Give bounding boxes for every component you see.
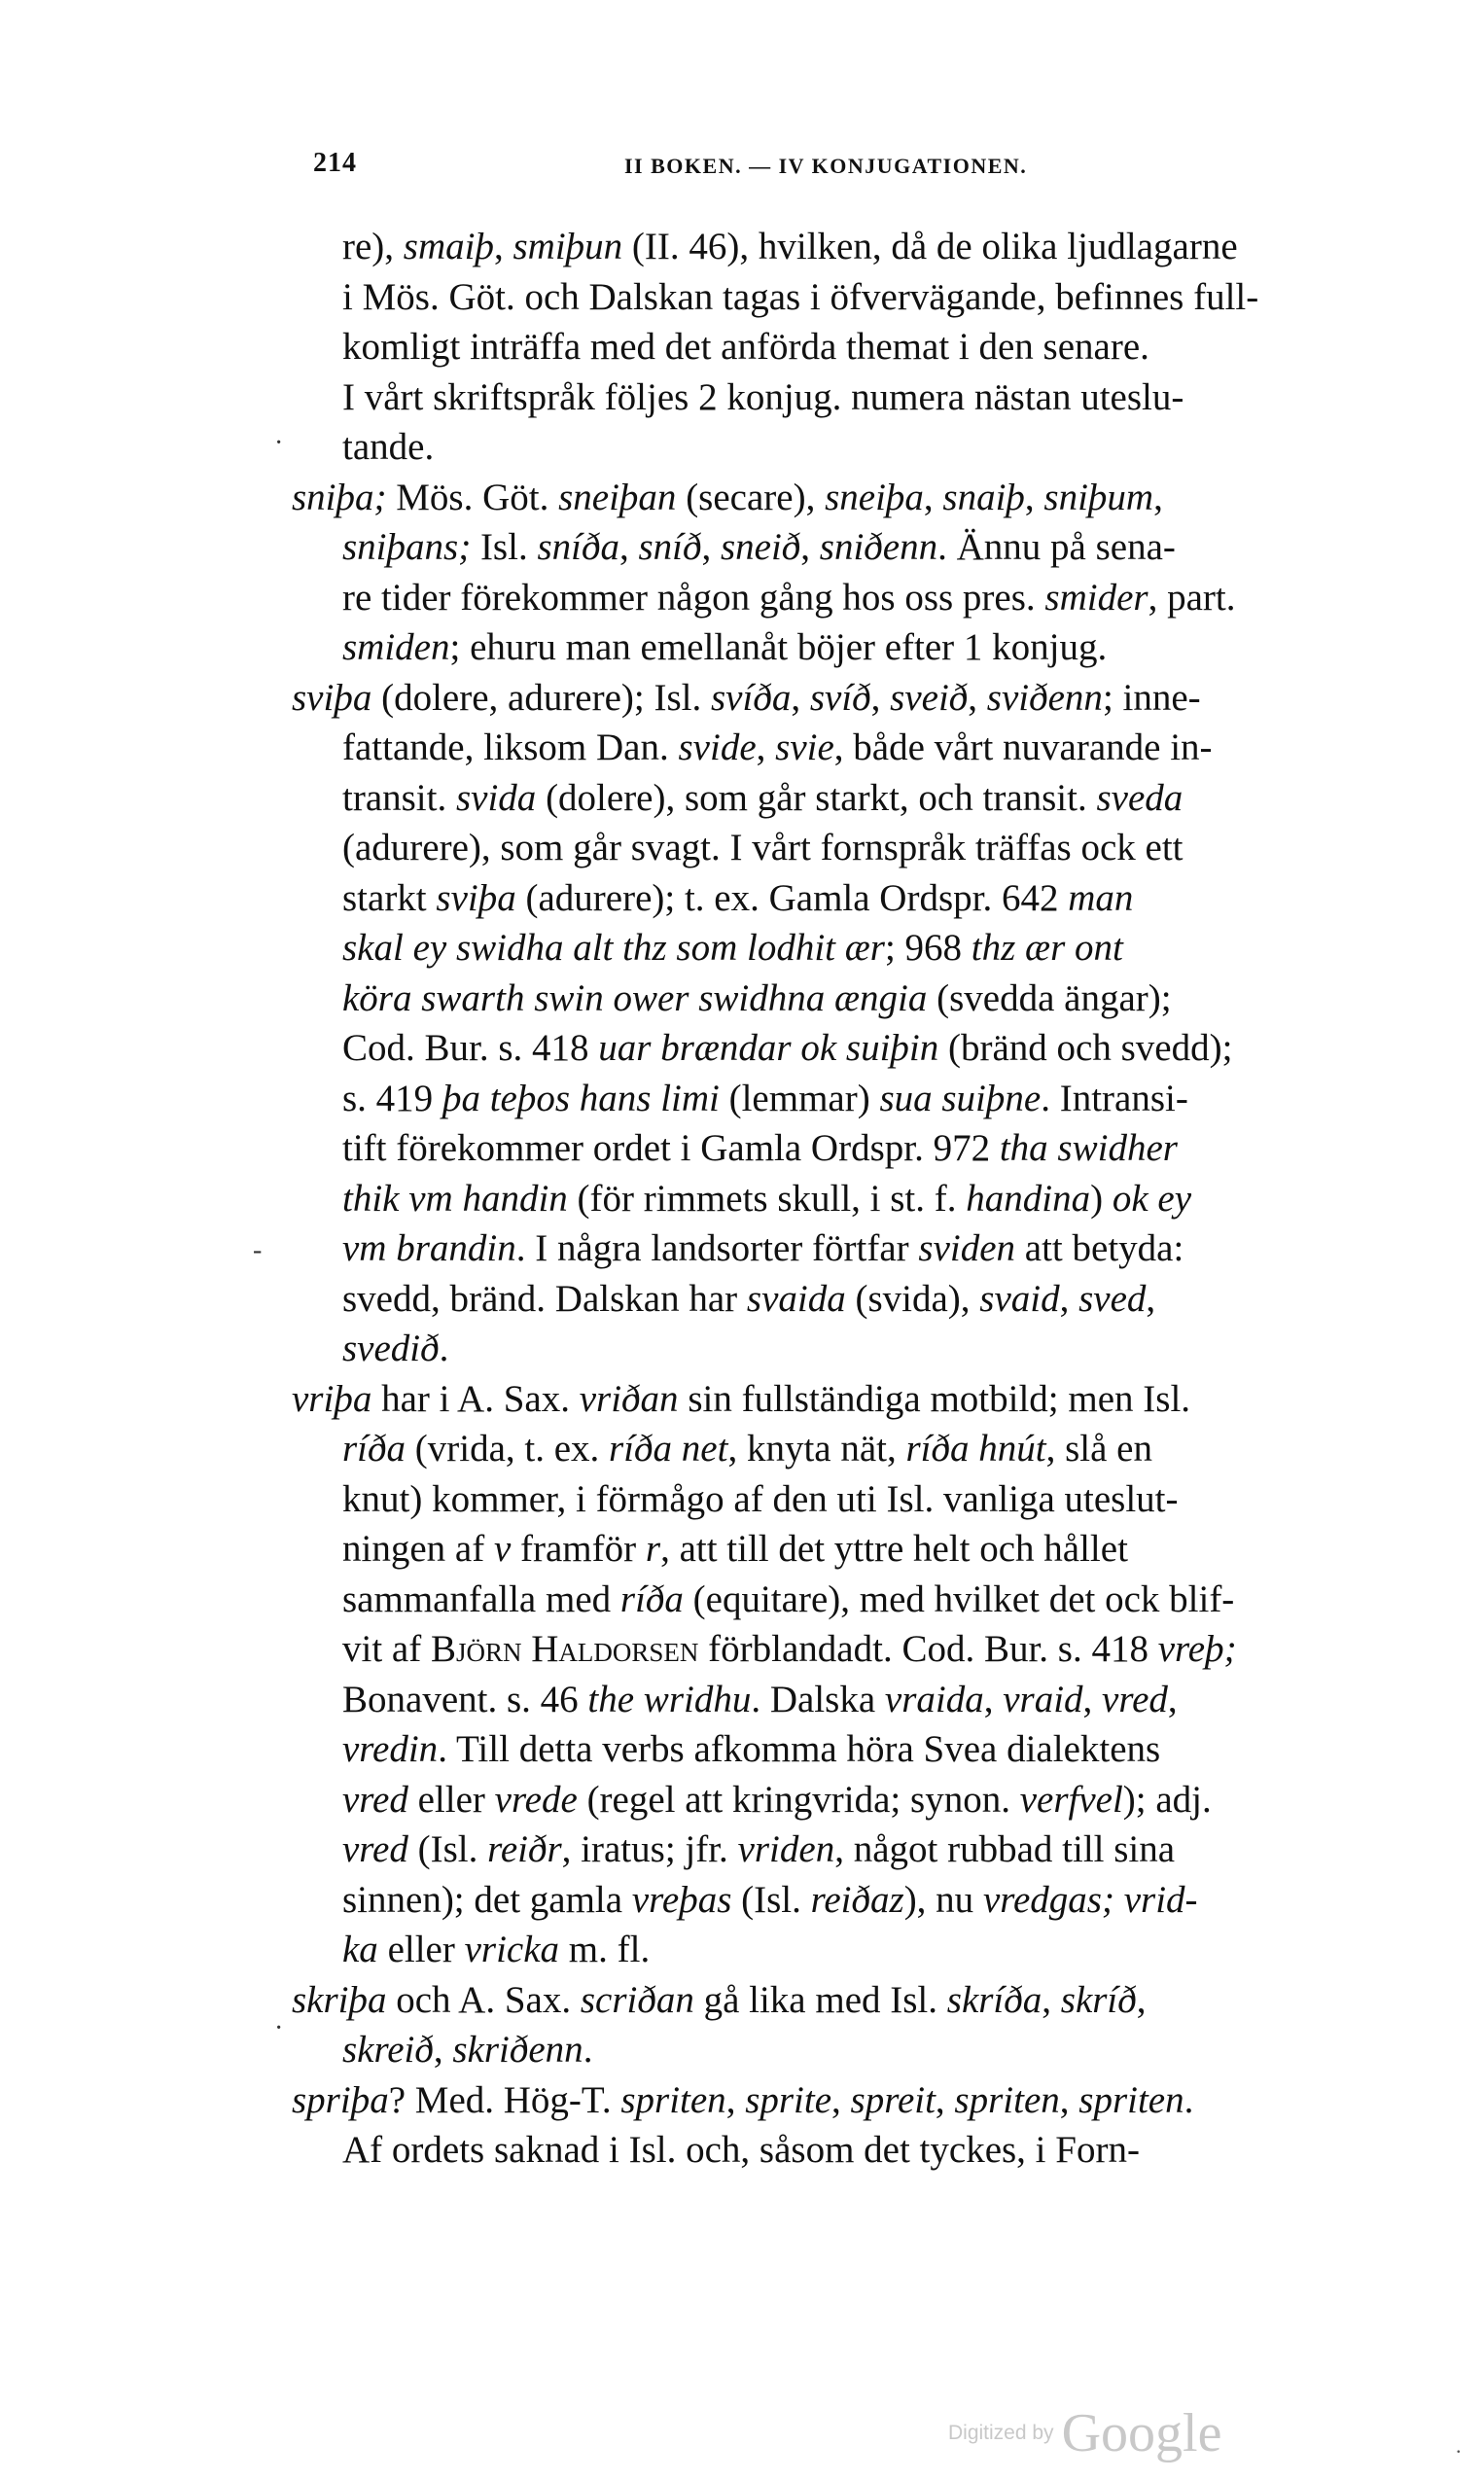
text-line: fattande, liksom Dan. svide, svie, både vårt nuvarande in- xyxy=(342,726,1213,768)
text-line: svedið. xyxy=(342,1328,449,1369)
text-line: ningen af v framför r, att till det yttre helt och hållet xyxy=(342,1528,1128,1570)
text-line: skal ey swidha alt thz som lodhit ær; 968 thz ær ont xyxy=(342,927,1123,969)
text-line: tande. xyxy=(342,426,435,468)
text-line: sniþans; Isl. sníða, sníð, sneið, sniðenn. Ännu på sena- xyxy=(342,526,1176,568)
text-line: re tider förekommer någon gång hos oss pres. smider, part. xyxy=(342,576,1236,619)
text-line: thik vm handin (för rimmets skull, i st. f. handina) ok ey xyxy=(342,1177,1192,1220)
text-line: knut) kommer, i förmågo af den uti Isl. vanliga uteslut- xyxy=(342,1477,1179,1520)
text-line: komligt inträffa med det anförda themat i den senare. xyxy=(342,326,1149,368)
text-line: Cod. Bur. s. 418 uar brændar ok suiþin (bränd och svedd); xyxy=(342,1027,1233,1069)
digitized-by-google xyxy=(948,2402,1221,2461)
text-line: sviþa (dolere, adurere); Isl. svíða, svíð, sveið, sviðenn; inne- xyxy=(292,676,1201,719)
text-line: re), smaiþ, smiþun (II. 46), hvilken, då de olika ljudlagarne xyxy=(342,226,1238,267)
text-line: skriþa och A. Sax. scriðan gå lika med Isl. skríða, skríð, xyxy=(292,1978,1147,2021)
text-line: transit. svida (dolere), som går starkt, och transit. sveda xyxy=(342,776,1184,819)
text-line: ka eller vricka m. fl. xyxy=(342,1929,651,1970)
text-line: tift förekommer ordet i Gamla Ordspr. 972 tha swidher xyxy=(342,1127,1178,1169)
body-text xyxy=(292,222,1400,2176)
margin-mark: - xyxy=(253,1235,263,1265)
text-line: starkt sviþa (adurere); t. ex. Gamla Ordspr. 642 man xyxy=(342,876,1134,919)
text-line: vm brandin. I några landsorter förtfar sviden att betyda: xyxy=(342,1227,1184,1269)
text-line: svedd, bränd. Dalskan har svaida (svida), svaid, sved, xyxy=(342,1277,1156,1320)
running-head: II BOKEN. — IV KONJUGATIONEN. xyxy=(624,154,1028,178)
text-line: i Mös. Göt. och Dalskan tagas i öfvervägande, befinnes full- xyxy=(342,275,1259,318)
page-header xyxy=(313,148,1247,187)
text-line: vred (Isl. reiðr, iratus; jfr. vriden, något rubbad till sina xyxy=(342,1828,1176,1870)
margin-mark: · xyxy=(274,428,284,458)
digitized-by-label: Digitized by xyxy=(948,2422,1054,2444)
text-line: I vårt skriftspråk följes 2 konjug. numera nästan uteslu- xyxy=(342,375,1184,418)
text-line: sammanfalla med ríða (equitare), med hvilket det ock blif- xyxy=(342,1577,1235,1620)
text-line: ríða (vrida, t. ex. ríða net, knyta nät, ríða hnút, slå en xyxy=(342,1428,1152,1470)
text-line: smiden; ehuru man emellanåt böjer efter 1 konjug. xyxy=(342,626,1108,668)
text-line: skreið, skriðenn. xyxy=(342,2029,593,2071)
page-number: 214 xyxy=(313,148,357,178)
text-line: Bonavent. s. 46 the wridhu. Dalska vraida, vraid, vred, xyxy=(342,1678,1178,1720)
text-line: sniþa; Mös. Göt. sneiþan (secare), sneiþa, snaiþ, sniþum, xyxy=(292,476,1163,518)
text-line: vredin. Till detta verbs afkomma höra Svea dialektens xyxy=(342,1728,1161,1770)
text-line: vred eller vrede (regel att kringvrida; synon. verfvel); adj. xyxy=(342,1778,1212,1821)
corner-mark: . xyxy=(1456,2433,1462,2458)
google-logo: Google xyxy=(1061,2403,1222,2463)
text-line: (adurere), som går svagt. I vårt fornspråk träffas ock ett xyxy=(342,827,1184,868)
text-line: vit af Björn Haldorsen förblandadt. Cod. Bur. s. 418 vreþ; xyxy=(342,1628,1237,1670)
margin-mark: · xyxy=(274,2013,284,2043)
text-line: spriþa? Med. Hög-T. spriten, sprite, spreit, spriten, spriten. xyxy=(292,2078,1194,2121)
text-line: köra swarth swin ower swidhna ængia (svedda ängar); xyxy=(342,976,1172,1019)
text-line: s. 419 þa teþos hans limi (lemmar) sua suiþne. Intransi- xyxy=(342,1077,1188,1119)
text-line: vriþa har i A. Sax. vriðan sin fullständiga motbild; men Isl. xyxy=(292,1377,1191,1420)
text-line: sinnen); det gamla vreþas (Isl. reiðaz), nu vredgas; vrid- xyxy=(342,1878,1198,1921)
text-line: Af ordets saknad i Isl. och, såsom det tyckes, i Forn- xyxy=(342,2129,1140,2171)
